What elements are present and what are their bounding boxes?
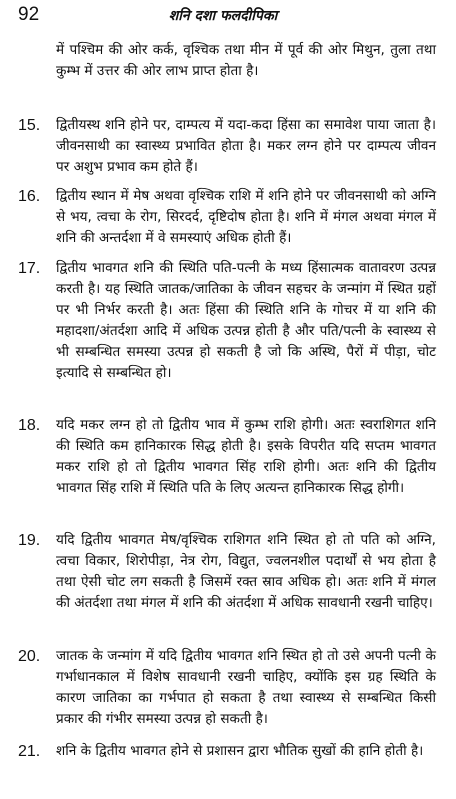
continued-paragraph: में पश्चिम की ओर कर्क, वृश्चिक तथा मीन में पूर्व की ओर मिथुन, तुला तथा कुम्भ में उत्तर की ओर लाभ प्राप्त होता है।	[56, 42, 436, 79]
numbered-paragraph-15	[18, 115, 436, 178]
paragraph-text: द्वितीय स्थान में मेष अथवा वृश्चिक राशि में शनि होने पर जीवनसाथी को अग्नि से भय, त्वचा के रोग, सिरदर्द, दृष्टिदोष होता है। शनि में मंगल अथवा मंगल में शनि की अन्तर्दशा में वे समस्याएं अधिक होती हैं।	[56, 188, 436, 246]
paragraph-text: द्वितीय भावगत शनि की स्थिति पति-पत्नी के मध्य हिंसात्मक वातावरण उत्पन्न करती है। यह स्थिति जातक/जातिका के जीवन सहचर के जन्मांग में स्थित ग्रहों पर भी निर्भर करती है। अतः हिंसा की स्थिति शनि के गोचर में या शनि की महादशा/अंतर्दशा आदि में अधिक उत्पन्न होती है और पति/पत्नी के स्वास्थ्य से भी सम्बन्धित समस्या उत्पन्न हो सकती है जो कि अस्थि, पैरों में पीड़ा, चोट इत्यादि से सम्बन्धित हो।	[56, 260, 436, 381]
numbered-paragraph-20	[18, 646, 436, 730]
numbered-paragraph-19	[18, 530, 436, 614]
paragraph-text: यदि मकर लग्न हो तो द्वितीय भाव में कुम्भ राशि होगी। अतः स्वराशिगत शनि की स्थिति कम हानिकारक सिद्ध होती है। इसके विपरीत यदि सप्तम भावगत मकर राशि हो तो द्वितीय भावगत सिंह राशि होगी। अतः शनि की द्वितीय भावगत सिंह राशि में स्थिति पति के लिए अत्यन्त हानिकारक सिद्ध होगी।	[56, 417, 436, 496]
paragraph-number: 20.	[18, 648, 41, 665]
numbered-paragraph-16	[18, 186, 436, 249]
paragraph-text: शनि के द्वितीय भावगत होने से प्रशासन द्वारा भौतिक सुखों की हानि होती है।	[56, 743, 424, 759]
numbered-paragraph-18	[18, 415, 436, 499]
numbered-paragraph-21	[18, 741, 436, 762]
paragraph-number: 21.	[18, 743, 41, 760]
paragraph-text: यदि द्वितीय भावगत मेष/वृश्चिक राशिगत शनि स्थित हो तो पति को अग्नि, त्वचा विकार, शिरोपीड़ा, नेत्र रोग, विद्युत, ज्वलनशील पदार्थों से भय होता है तथा ऐसी चोट लग सकती है जिसमें रक्त स्राव अधिक हो। अतः शनि में मंगल की अंतर्दशा तथा मंगल में शनि की अंतर्दशा में अधिक सावधानी रखनी चाहिए।	[56, 532, 436, 611]
page-header	[18, 4, 428, 30]
page-number: 92	[18, 4, 40, 25]
paragraph-text: जातक के जन्मांग में यदि द्वितीय भावगत शनि स्थित हो तो उसे अपनी पत्नी के गर्भाधानकाल में विशेष सावधानी रखनी चाहिए, क्योंकि इस ग्रह स्थिति के कारण जातिका का गर्भपात हो सकता है तथा स्वास्थ्य से सम्बन्धित किसी प्रकार की गंभीर समस्या उत्पन्न हो सकती है।	[56, 648, 436, 727]
running-title: शनि दशा फलदीपिका	[168, 8, 278, 24]
paragraph-number: 17.	[18, 260, 41, 277]
numbered-paragraph-17	[18, 258, 436, 384]
paragraph-number: 18.	[18, 417, 41, 434]
paragraph-number: 19.	[18, 532, 41, 549]
paragraph-number: 15.	[18, 117, 41, 134]
paragraph-text: द्वितीयस्थ शनि होने पर, दाम्पत्य में यदा-कदा हिंसा का समावेश पाया जाता है। जीवनसाथी का स्वास्थ्य प्रभावित होता है। मकर लग्न होने पर दाम्पत्य जीवन पर अशुभ प्रभाव कम होते हैं।	[56, 117, 436, 175]
paragraph-number: 16.	[18, 188, 41, 205]
